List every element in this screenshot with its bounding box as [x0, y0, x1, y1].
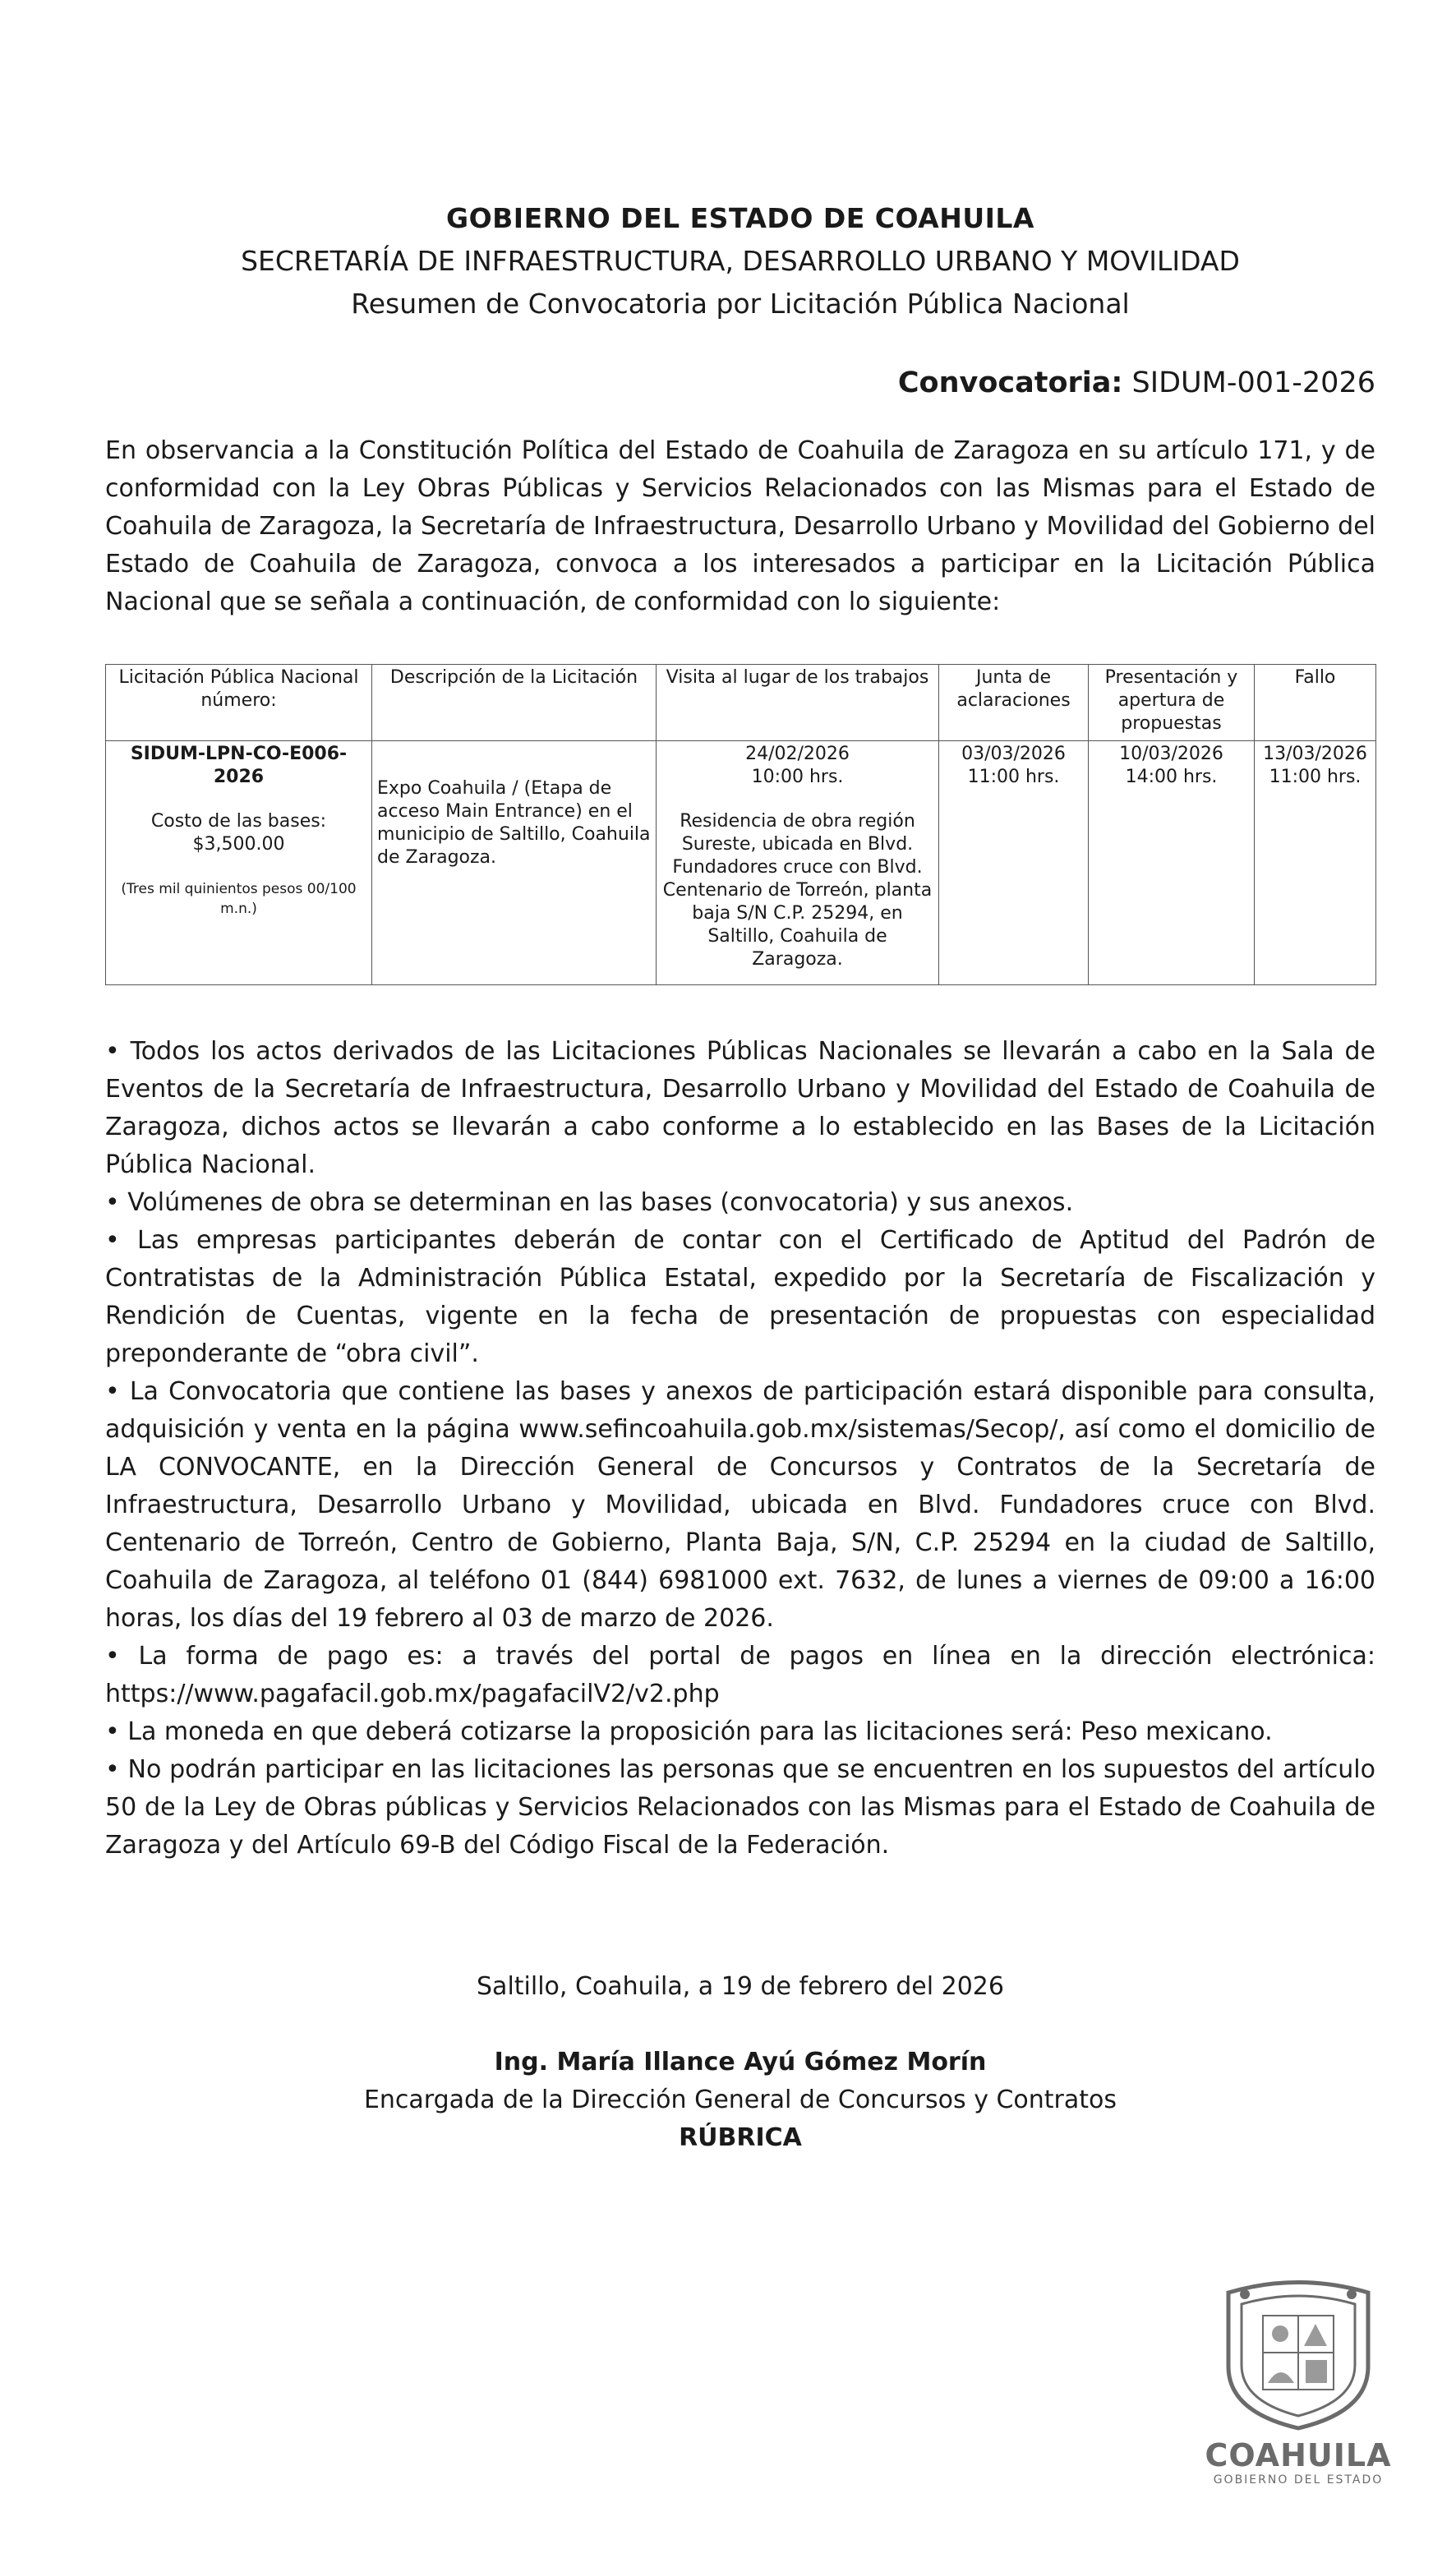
- cost-text: (Tres mil quinientos pesos 00/100 m.n.): [121, 881, 357, 917]
- list-item: • Todos los actos derivados de las Licitaciones Públicas Nacionales se llevarán a cabo en la Sala de Eventos de la Secretaría de Infraestructura, Desarrollo Urbano y Movilidad del Estado de Coahuila de Zaragoza, dichos actos se llevarán a cabo conforme a lo establecido en las Bases de la Licitación Pública Nacional.: [105, 1037, 1375, 1179]
- header-cell: Presentación y apertura de propuestas: [1089, 665, 1255, 741]
- junta-time: 11:00 hrs.: [967, 767, 1060, 787]
- licitacion-code: SIDUM-LPN-CO-E006-2026: [130, 744, 348, 787]
- logo-word: COAHUILA: [1205, 2437, 1392, 2473]
- visit-time: 10:00 hrs.: [751, 767, 844, 787]
- visit-cell: [657, 741, 939, 985]
- list-item: • La forma de pago es: a través del portal de pagos en línea en la dirección electrónica: https://www.pagafacil.gob.mx/pagafacilV2/v2.php: [105, 1642, 1375, 1708]
- fallo-date: 13/03/2026: [1263, 744, 1367, 764]
- government-title: GOBIERNO DEL ESTADO DE COAHUILA: [446, 202, 1034, 234]
- rubrica: RÚBRICA: [679, 2123, 802, 2152]
- coahuila-logo: [1200, 2276, 1397, 2498]
- signer-name: Ing. María Illance Ayú Gómez Morín: [494, 2048, 987, 2076]
- place-date: Saltillo, Coahuila, a 19 de febrero del 2026: [477, 1972, 1004, 2001]
- cost-value: $3,500.00: [192, 834, 285, 855]
- list-item: • Volúmenes de obra se determinan en las bases (convocatoria) y sus anexos.: [105, 1188, 1074, 1217]
- list-item: • No podrán participar en las licitaciones las personas que se encuentren en los supuestos del artículo 50 de la Ley de Obras públicas y Servicios Relacionados con las Mismas para el Estado de Coahuila de Zaragoza y del Artículo 69-B del Código Fiscal de la Federación.: [105, 1755, 1375, 1860]
- header-cell: Descripción de la Licitación: [372, 665, 657, 741]
- table-row: [106, 741, 1376, 985]
- cost-label: Costo de las bases:: [150, 811, 327, 832]
- table-header-row: [106, 665, 1376, 741]
- presentacion-time: 14:00 hrs.: [1125, 767, 1218, 787]
- convocatoria-line: [105, 366, 1375, 399]
- header-cell: Fallo: [1255, 665, 1376, 741]
- visit-date: 24/02/2026: [745, 744, 850, 764]
- licitacion-number-cell: [106, 741, 372, 985]
- convocatoria-label: Convocatoria:: [897, 366, 1123, 399]
- header: [105, 197, 1375, 325]
- description-cell: Expo Coahuila / (Etapa de acceso Main Entrance) en el municipio de Saltillo, Coahuila de Zaragoza.: [372, 741, 657, 985]
- list-item: • Las empresas participantes deberán de contar con el Certificado de Aptitud del Padrón de Contratistas de la Administración Pública Estatal, expedido por la Secretaría de Fiscalización y Rendición de Cuentas, vigente en la fecha de presentación de propuestas con especialidad preponderante de “obra civil”.: [105, 1226, 1375, 1368]
- signature-block: [105, 1968, 1375, 2157]
- list-item: • La moneda en que deberá cotizarse la proposición para las licitaciones será: Peso mexicano.: [105, 1717, 1273, 1746]
- logo-subtitle: GOBIERNO DEL ESTADO: [1213, 2473, 1384, 2487]
- header-cell: Junta de aclaraciones: [939, 665, 1089, 741]
- junta-cell: [939, 741, 1089, 985]
- header-cell: Licitación Pública Nacional número:: [106, 665, 372, 741]
- signer-role: Encargada de la Dirección General de Concursos y Contratos: [363, 2086, 1117, 2114]
- secretaria-title: SECRETARÍA DE INFRAESTRUCTURA, DESARROLLO URBANO Y MOVILIDAD: [241, 245, 1240, 277]
- convocatoria-value: SIDUM-001-2026: [1131, 366, 1375, 399]
- presentacion-date: 10/03/2026: [1119, 744, 1223, 764]
- list-item: • La Convocatoria que contiene las bases y anexos de participación estará disponible para consulta, adquisición y venta en la página www.sefincoahuila.gob.mx/sistemas/Secop/, así como el domicilio de LA CONVOCANTE, en la Dirección General de Concursos y Contratos de la Secretaría de Infraestructura, Desarrollo Urbano y Movilidad, ubicada en Blvd. Fundadores cruce con Blvd. Centenario de Torreón, Centro de Gobierno, Planta Baja, S/N, C.P. 25294 en la ciudad de Saltillo, Coahuila de Zaragoza, al teléfono 01 (844) 6981000 ext. 7632, de lunes a viernes de 09:00 a 16:00 horas, los días del 19 febrero al 03 de marzo de 2026.: [105, 1377, 1375, 1633]
- presentacion-cell: [1089, 741, 1255, 985]
- visit-place: Residencia de obra región Sureste, ubicada en Blvd. Fundadores cruce con Blvd. Centenario de Torreón, planta baja S/N C.P. 25294, en Saltillo, Coahuila de Zaragoza.: [662, 811, 933, 970]
- bullet-list: [105, 1033, 1375, 1864]
- header-cell: Visita al lugar de los trabajos: [657, 665, 939, 741]
- fallo-time: 11:00 hrs.: [1269, 767, 1362, 787]
- junta-date: 03/03/2026: [961, 744, 1066, 764]
- document-page: [105, 197, 1375, 1864]
- licitacion-table: [105, 664, 1376, 985]
- resumen-title: Resumen de Convocatoria por Licitación Pública Nacional: [351, 288, 1130, 320]
- intro-paragraph: En observancia a la Constitución Política del Estado de Coahuila de Zaragoza en su artículo 171, y de conformidad con la Ley Obras Públicas y Servicios Relacionados con las Mismas para el Estado de Coahuila de Zaragoza, la Secretaría de Infraestructura, Desarrollo Urbano y Movilidad del Gobierno del Estado de Coahuila de Zaragoza, convoca a los interesados a participar en la Licitación Pública Nacional que se señala a continuación, de conformidad con lo siguiente:: [105, 436, 1375, 616]
- fallo-cell: [1255, 741, 1376, 985]
- coat-of-arms-icon: [1212, 2276, 1385, 2432]
